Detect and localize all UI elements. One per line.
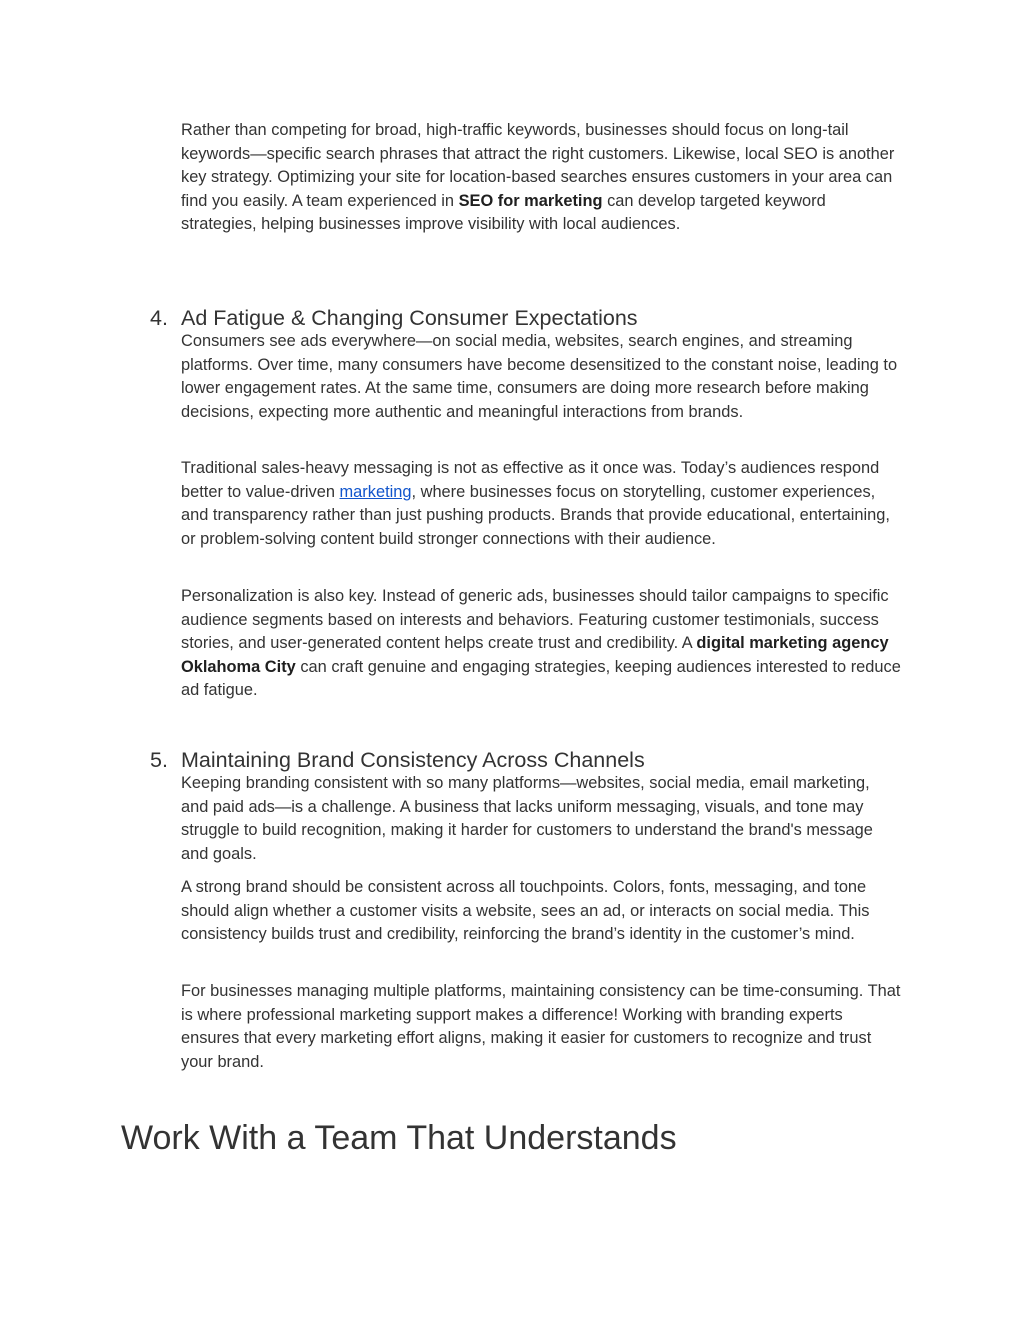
item-5-heading bbox=[150, 746, 910, 774]
item-4-p3-text-end: can craft genuine and engaging strategies, keeping audiences interested to reduce ad fatigue. bbox=[181, 657, 901, 699]
intro-paragraph bbox=[181, 119, 901, 237]
section-heading: Work With a Team That Understands bbox=[121, 1119, 677, 1157]
item-5-paragraph-1: Keeping branding consistent with so many platforms—websites, social media, email marketing, and paid ads—is a challenge. A business that lacks uniform messaging, visuals, and tone may struggle to build recognition, making it harder for customers to understand the brand's message and goals. bbox=[181, 774, 873, 863]
item-4-title: Ad Fatigue & Changing Consumer Expectations bbox=[181, 306, 638, 330]
intro-bold-keyword: SEO for marketing bbox=[458, 191, 603, 210]
item-4-p2-text-end: , where businesses focus on storytelling, customer experiences, and transparency rather than just pushing products. Brands that provide educational, entertaining, or problem-solving content build stronger connections with their audience. bbox=[181, 482, 890, 548]
item-5-paragraph-3: For businesses managing multiple platforms, maintaining consistency can be time-consuming. That is where professional marketing support makes a difference! Working with branding experts ensures that every marketing effort aligns, making it easier for customers to recognize and trust your brand. bbox=[181, 982, 901, 1071]
item-4-paragraph-1: Consumers see ads everywhere—on social media, websites, search engines, and streaming platforms. Over time, many consumers have become desensitized to the constant noise, leading to lower engagement rates. At the same time, consumers are doing more research before making decisions, expecting more authentic and meaningful interactions from brands. bbox=[181, 332, 898, 421]
intro-text-end: can develop targeted keyword strategies, helping businesses improve visibility with local audiences. bbox=[181, 191, 826, 233]
item-5-title: Maintaining Brand Consistency Across Channels bbox=[181, 748, 645, 772]
item-4-p2-text-start: Traditional sales-heavy messaging is not as effective as it once was. Today’s audiences respond better to value-driven bbox=[181, 459, 880, 501]
intro-text-start: Rather than competing for broad, high-traffic keywords, businesses should focus on long-tail keywords—specific search phrases that attract the right customers. Likewise, local SEO is another key strategy. Optimizing your site for location-based searches ensures customers in your area can find you easily. A team experienced in bbox=[181, 121, 895, 210]
item-4-p3-text-start: Personalization is also key. Instead of generic ads, businesses should tailor campaigns to specific audience segments based on interests and behaviors. Featuring customer testimonials, success stories, and user-generated content helps create trust and credibility. A bbox=[181, 587, 889, 652]
marketing-link[interactable]: marketing bbox=[339, 482, 412, 501]
item-4-bold-keyword: digital marketing agency Oklahoma City bbox=[181, 634, 889, 676]
item-4-paragraph-2 bbox=[181, 457, 901, 551]
item-4-heading bbox=[150, 304, 910, 332]
item-4-paragraph-3 bbox=[181, 585, 901, 703]
item-5-paragraph-2: A strong brand should be consistent across all touchpoints. Colors, fonts, messaging, and tone should align whether a customer visits a website, sees an ad, or interacts on social media. This consistency builds trust and credibility, reinforcing the brand’s identity in the customer’s mind. bbox=[181, 878, 870, 943]
item-4-number: 4. bbox=[150, 306, 168, 330]
item-5-number: 5. bbox=[150, 748, 168, 772]
